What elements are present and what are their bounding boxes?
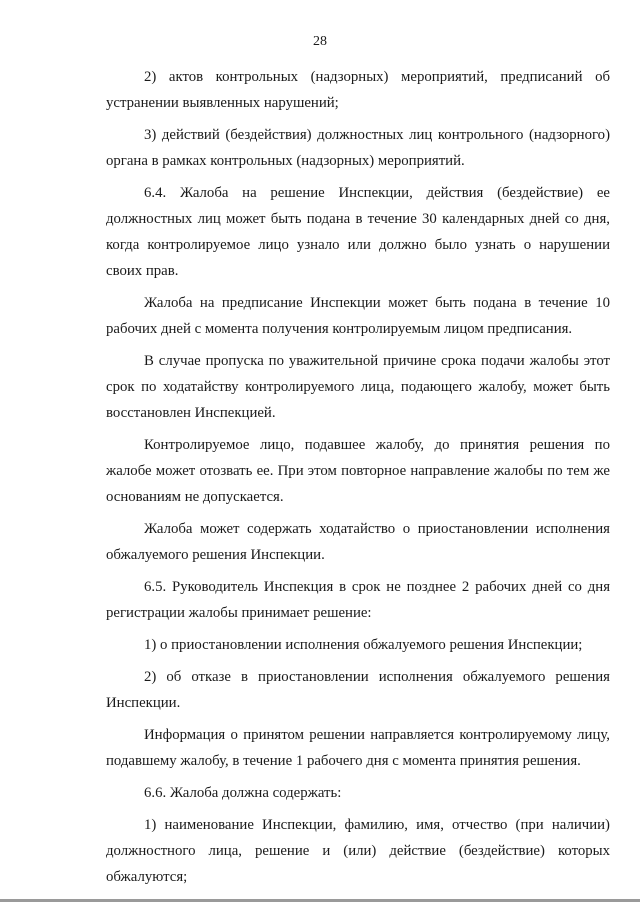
paragraph-decision-2: 2) об отказе в приостановлении исполнения обжалуемого решения Инспекции.	[106, 669, 610, 711]
paragraph-suspension-request: Жалоба может содержать ходатайство о приостановлении исполнения обжалуемого решения Инспекции.	[106, 521, 610, 563]
paragraph-prescription-complaint: Жалоба на предписание Инспекции может быть подана в течение 10 рабочих дней с момента получения контролируемым лицом предписания.	[106, 295, 610, 337]
page-number: 28	[313, 34, 327, 49]
document-body	[106, 64, 610, 896]
page-bottom-edge	[0, 899, 640, 902]
paragraph-content-1: 1) наименование Инспекции, фамилию, имя, отчество (при наличии) должностного лица, решение и (или) действие (бездействие) которых обжалуются;	[106, 817, 610, 885]
paragraph-decision-1: 1) о приостановлении исполнения обжалуемого решения Инспекции;	[144, 637, 583, 653]
paragraph-item-2: 2) актов контрольных (надзорных) мероприятий, предписаний об устранении выявленных нарушений;	[106, 69, 610, 111]
paragraph-6-5: 6.5. Руководитель Инспекция в срок не позднее 2 рабочих дней со дня регистрации жалобы принимает решение:	[106, 579, 610, 621]
paragraph-item-3: 3) действий (бездействия) должностных лиц контрольного (надзорного) органа в рамках контрольных (надзорных) мероприятий.	[106, 127, 610, 169]
paragraph-6-4: 6.4. Жалоба на решение Инспекции, действия (бездействие) ее должностных лиц может быть подана в течение 30 календарных дней со дня, когда контролируемое лицо узнало или должно было узнать о нарушении своих прав.	[106, 185, 610, 279]
paragraph-6-6: 6.6. Жалоба должна содержать:	[144, 785, 342, 801]
paragraph-complaint-withdrawal: Контролируемое лицо, подавшее жалобу, до принятия решения по жалобе может отозвать ее. При этом повторное направление жалобы по тем же основаниям не допускается.	[106, 437, 610, 505]
paragraph-deadline-restoration: В случае пропуска по уважительной причине срока подачи жалобы этот срок по ходатайству контролируемого лица, подающего жалобу, может быть восстановлен Инспекцией.	[106, 353, 610, 421]
paragraph-decision-notice: Информация о принятом решении направляется контролируемому лицу, подавшему жалобу, в течение 1 рабочего дня с момента принятия решения.	[106, 727, 610, 769]
